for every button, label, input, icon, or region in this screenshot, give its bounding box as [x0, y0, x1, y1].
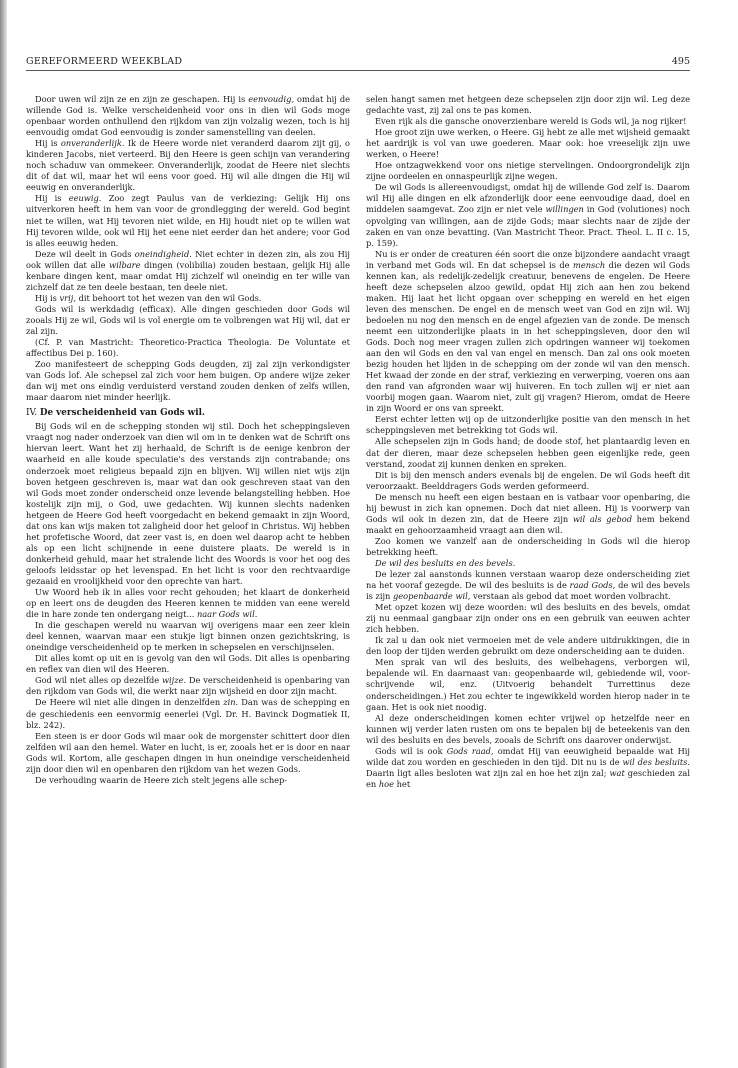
- paragraph: Dit is bij den mensch anders evenals bij de engelen. De wil Gods heeft dit veroorzaakt. Beelddragers Gods werden geformeerd.: [366, 469, 690, 491]
- citation: (Cf. P. van Mastricht: Theoretico-Practica Theologia. De Voluntate et affectibus Dei p. 160).: [26, 337, 350, 359]
- section-heading: [26, 408, 350, 419]
- paragraph: De Heere wil niet alle dingen in denzelfden zin. Dan was de schepping en de geschiedenis een eenvormig eenerlei (Vgl. Dr. H. Bavinck Dogmatiek II, blz. 242).: [26, 697, 350, 730]
- paragraph: Zoo komen we vanzelf aan de onderscheiding in Gods wil die hierop betrekking heeft.: [366, 535, 690, 557]
- paragraph: Hoe ontzagwekkend voor ons nietige stervelingen. Ondoorgrondelijk zijn zijne oordeelen en onnaspeurlijk zijne wegen.: [366, 160, 690, 182]
- right-column: [366, 94, 690, 1049]
- page-number: 495: [671, 56, 690, 67]
- paragraph-continued: selen hangt samen met hetgeen deze schepselen zijn door zijn wil. Leg deze gedachte vast, zij zal ons te pas komen.: [366, 94, 690, 116]
- paragraph: Gods wil is werkdadig (efficax). Alle dingen geschieden door Gods wil zooals Hij ze wil, Gods wil is vol energie om te volbrengen wat Hij wil, dat er zal zijn.: [26, 303, 350, 336]
- section-title: De verscheidenheid van Gods wil.: [39, 408, 205, 419]
- paragraph: Hij is onveranderlijk. Ik de Heere worde niet veranderd daarom zijt gij, o kinderen Jacobs, niet verteerd. Bij den Heere is geen schijn van verandering noch schaduw van ommekeer. Onveranderlijk, zoodat de Heere niet slechts dit of dat wil, maar het wil eens voor goed. Hij wil alle dingen die Hij wil eeuwig en onveranderlijk.: [26, 138, 350, 193]
- paragraph: Hij is eeuwig. Zoo zegt Paulus van de verkiezing: Gelijk Hij ons uitverkoren heeft in hem van voor de grondlegging der wereld. God begint niet te willen, wat Hij tevoren niet wilde, en Hij houdt niet op te willen wat Hij tevoren wilde, ook wil Hij het eene niet eerder dan het andere; voor God is alles eeuwig heden.: [26, 193, 350, 248]
- paragraph: In die geschapen wereld nu waarvan wij overigens maar een zeer klein deel kennen, waarvan maar een stukje ligt binnen onzen gezichtskring, is oneindige verscheidenheid op te merken in schepselen en verschijnselen.: [26, 620, 350, 653]
- paragraph: Zoo manifesteert de schepping Gods deugden, zij zal zijn verkondigster van Gods lof. Ale schepsel zal zich voor hem buigen. Op andere wijze zeker dan wij met ons eindig verduisterd verstand zouden denken of zelfs willen, maar daarom niet minder heerlijk.: [26, 359, 350, 403]
- page-header: [26, 56, 690, 71]
- paragraph: De lezer zal aanstonds kunnen verstaan waarop deze onderscheiding ziet na het vooraf gezegde. De wil des besluits is de raad Gods, de wil des bevels is zijn geopenbaarde wil, verstaan als gebod dat moet worden volbracht.: [366, 569, 690, 602]
- paragraph: Een steen is er door Gods wil maar ook de morgenster schittert door dien zelfden wil aan den hemel. Water en lucht, is er, zooals het er is door en naar Gods wil. Kortom, alle geschapen dingen in hun oneindige verscheidenheid zijn door dien wil en openbaren den rijkdom van het wezen Gods.: [26, 730, 350, 774]
- paragraph: De wil Gods is allereenvoudigst, omdat hij de willende God zelf is. Daarom wil Hij alle dingen en elk afzonderlijk door eene eenvoudige daad, doel en middelen saamgevat. Zoo zijn er niet vele willingen in God (volutiones) noch opvolging van willingen, aan de zijde Gods; maar slechts naar de zijde der zaken en van onze bevatting. (Van Mastricht Theor. Pract. Theol. L. II c. 15, p. 159).: [366, 182, 690, 248]
- journal-title: GEREFORMEERD WEEKBLAD: [26, 56, 183, 67]
- paragraph: De mensch nu heeft een eigen bestaan en is vatbaar voor openbaring, die hij bewust in zich kan opnemen. Doch dat niet alleen. Hij is voorwerp van Gods wil ook in dezen zin, dat de Heere zijn wil als gebod hem bekend maakt en gehoorzaamheid vraagt aan dien wil.: [366, 491, 690, 535]
- paragraph: Alle schepselen zijn in Gods hand; de doode stof, het plantaardig leven en dat der dieren, maar deze schepselen hebben geen eigenlijke rede, geen verstand, zoodat zij kunnen denken en spreken.: [366, 436, 690, 469]
- paragraph: Even rijk als die gansche onoverzienbare wereld is Gods wil, ja nog rijker!: [375, 116, 687, 127]
- paragraph: Nu is er onder de creaturen één soort die onze bijzondere aandacht vraagt in verband met Gods wil. En dat schepsel is de mensch die dezen wil Gods kennen kan, als redelijk-zedelijk creatuur, benevens de engelen. De Heere heeft deze schepselen alzoo gewild, opdat Hij zich aan hen zou bekend maken. Hij laat het licht opgaan over schepping en wereld en het eigen leven des menschen. De engel en de mensch weet van God en zijn wil. Wij bedoelen nu nog den mensch en de engel afgezien van de zonde. De mensch neemt een uitzonderlijke plaats in in het scheppingsleven, door den wil Gods. Doch nog meer vragen zullen zich opdringen wanneer wij toekomen aan den wil Gods en den val van engel en mensch. Dan zal ons ook moeten bezig houden het lijden in de schepping om der zonde wil van den mensch. Het kwaad der zonde en der straf, verkiezing en verwerping, voeren ons aan den rand van afgronden waar wij huiveren. En toch zullen wij er niet aan voorbij mogen gaan. Waarom niet, zult gij vragen? Hierom, omdat de Heere in zijn Woord er ons van spreekt.: [366, 248, 690, 414]
- paragraph: Door uwen wil zijn ze en zijn ze geschapen. Hij is eenvoudig, omdat hij de willende God is. Welke verscheidenheid voor ons in dien wil Gods moge openbaar worden onthullend den rijkdom van zijn volzalig wezen, toch is hij eenvoudig omdat God eenvoudig is zonder samenstelling van deelen.: [26, 94, 350, 138]
- paragraph: Ik zal u dan ook niet vermoeien met de vele andere uitdrukkingen, die in den loop der tijden werden gebruikt om deze onderscheiding aan te duiden.: [366, 635, 690, 657]
- paragraph: Al deze onderscheidingen komen echter vrijwel op hetzelfde neer en kunnen wij verder laten rusten om ons te bepalen bij de beteekenis van den wil des besluits en des bevels, zooals de Schrift ons daarover onderwijst.: [366, 712, 690, 745]
- paragraph: Eerst echter letten wij op de uitzonderlijke positie van den mensch in het scheppingsleven met betrekking tot Gods wil.: [366, 414, 690, 436]
- paragraph: Bij Gods wil en de schepping stonden wij stil. Doch het scheppingsleven vraagt nog nader onderzoek van dien wil om in te denken wat de Schrift ons hiervan leert. Want het zij herhaald, de Schrift is de eenige kenbron der waarheid en alle koude speculatie's des verstands zijn contrabande; ons onderzoek moet religieus bepaald zijn en blijven. Wij willen niet wijs zijn boven hetgeen geschreven is, maar wat dan ook geschreven staat van den wil Gods moet zonder onderscheid onze levende belangstelling hebben. Hoe kostelijk zijn mij, o God, uwe gedachten. Wij kunnen slechts nadenken hetgeen de Heere God heeft voorgedacht en bekend gemaakt in zijn Woord, dat ons kan wijs maken tot zaligheid door het geloof in Christus. Wij hebben het profetische Woord, dat zeer vast is, en doen wel daarop acht te hebben als op een licht schijnende in eene duistere plaats. De wereld is in donkerheid gehuld, maar het stralende licht des Woords is voor het oog des geloofs leidsstar op het levenspad. En het licht is voor den rechtvaardige gezaaid en vroolijkheid voor den oprechte van hart.: [26, 421, 350, 586]
- section-number: IV.: [26, 408, 38, 419]
- paragraph: Men sprak van wil des besluits, des welbehagens, verborgen wil, bepalende wil. En daarnaast van: geopenbaarde wil, gebiedende wil, voor-schrijvende wil, enz. (Uitvoerig behandelt Turrettinus deze onderscheidingen.) Het zou echter te ingewikkeld worden hierop nader in te gaan. Het is ook niet noodig.: [366, 657, 690, 712]
- page-binding-edge: [0, 0, 7, 1068]
- paragraph: Deze wil deelt in Gods oneindigheid. Niet echter in dezen zin, als zou Hij ook willen dat alle wilbare dingen (volibilia) zouden bestaan, gelijk Hij alle kenbare dingen kent, maar omdat Hij zichzelf wil oneindig en ter wille van zichzelf dat ze ten deele bestaan, ten deele niet.: [26, 248, 350, 292]
- paragraph: Uw Woord heb ik in alles voor recht gehouden; het klaart de donkerheid op en leert ons de deugden des Heeren kennen te midden van eene wereld die in hare zonde ten ondergang neigt... naar Gods wil.: [26, 587, 350, 620]
- paragraph: Hij is vrij, dit behoort tot het wezen van den wil Gods.: [35, 292, 262, 303]
- paragraph: De verhouding waarin de Heere zich stelt jegens alle schep-: [35, 774, 288, 785]
- paragraph: Met opzet kozen wij deze woorden: wil des besluits en des bevels, omdat zij nu eenmaal gangbaar zijn onder ons en een gebruik van eeuwen achter zich hebben.: [366, 602, 690, 635]
- subheading: De wil des besluits en des bevels.: [375, 557, 516, 568]
- paragraph: Gods wil is ook Gods raad, omdat Hij van eeuwigheid bepaalde wat Hij wilde dat zou worden en geschieden in den tijd. Dit nu is de wil des besluits. Daarin ligt alles besloten wat zijn zal en hoe het zijn zal; wat geschieden zal en hoe het: [366, 745, 690, 789]
- left-column: [26, 94, 350, 1049]
- paragraph: Dit alles komt op uit en is gevolg van den wil Gods. Dit alles is openbaring en reflex van dien wil des Heeren.: [26, 653, 350, 675]
- paragraph: Hoe groot zijn uwe werken, o Heere. Gij hebt ze alle met wijsheid gemaakt het aardrijk is vol van uwe goederen. Maar ook: hoe vreeselijk zijn uwe werken, o Heere!: [366, 127, 690, 160]
- paragraph: God wil niet alles op dezelfde wijze. De verscheidenheid is openbaring van den rijkdom van Gods wil, die werkt naar zijn wijsheid en door zijn macht.: [26, 675, 350, 697]
